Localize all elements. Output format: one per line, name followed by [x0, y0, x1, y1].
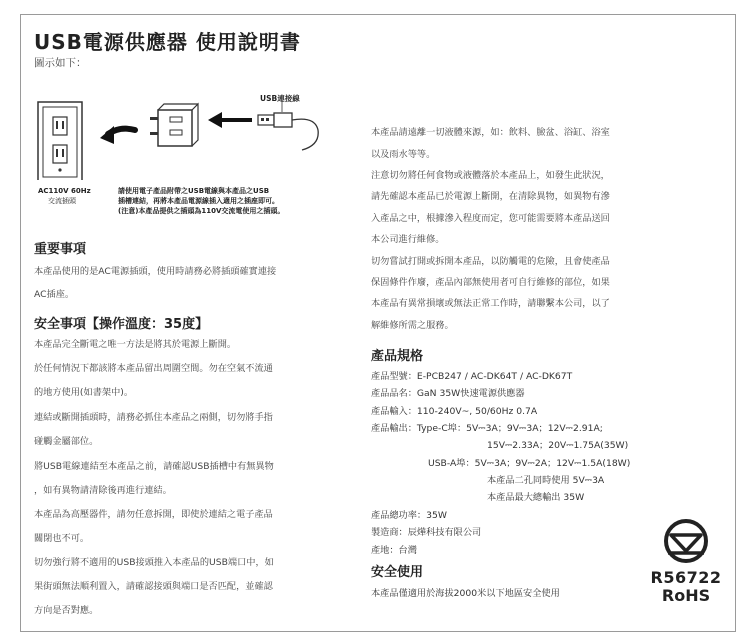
instruction-line-2: 插槽連結，再將本產品電源線插入適用之插座即可。 — [118, 197, 279, 205]
safety-line-10: 切勿強行將不適用的USB接頭推入本產品的USB端口中，如 — [34, 557, 274, 568]
right-line-7: 切勿嘗試打開或拆開本產品，以防觸電的危險，且會使產品 — [371, 256, 610, 267]
safety-line-6: 將USB電線連結至本產品之前，請確認USB插槽中有無異物 — [34, 461, 274, 472]
usb-cable-icon — [258, 113, 318, 150]
safety-line-12: 方向是否對應。 — [34, 605, 99, 616]
safety-line-8: 本產品為高壓器件，請勿任意拆開，即使於連結之電子產品 — [34, 509, 273, 520]
spec-name: 產品品名：GaN 35W快速電源供應器 — [371, 388, 525, 399]
instruction-line-1: 請使用電子產品附帶之USB電線與本產品之USB — [118, 187, 270, 195]
safety-line-11: 果街頭無法順利置入，請確認接頭與端口是否匹配，並確認 — [34, 581, 273, 592]
safe-use-heading: 安全使用 — [371, 565, 424, 580]
right-line-4: 請先確認本產品已於電源上斷開，在清除異物，如異物有滲 — [371, 191, 610, 202]
page-title: USB電源供應器 使用說明書 — [34, 30, 301, 54]
important-line-1: 本產品使用的是AC電源插頭，使用時請務必將插頭確實連接 — [34, 266, 277, 277]
connection-diagram — [30, 90, 340, 220]
right-line-6: 本公司進行維修。 — [371, 234, 445, 245]
spec-output-usba-1: USB-A埠：5V⎓3A；9V⎓2A；12V⎓1.5A(18W) — [428, 458, 631, 469]
right-line-8: 保固條件作廢，產品內部無使用者可自行維修的部位，如果 — [371, 277, 610, 288]
right-line-2: 以及雨水等等。 — [371, 149, 436, 160]
spec-origin: 產地：台灣 — [371, 545, 417, 556]
spec-output-usba-3: 本產品最大總輸出 35W — [487, 492, 585, 503]
safety-line-3: 的地方使用(如書架中)。 — [34, 387, 134, 398]
wall-outlet-icon — [38, 102, 82, 180]
specs-heading: 產品規格 — [371, 349, 424, 364]
curved-arrow-icon — [100, 126, 135, 144]
safety-line-1: 本產品完全斷電之唯一方法是將其於電源上斷開。 — [34, 339, 237, 350]
right-line-5: 入產品之中，根據滲入程度而定，您可能需要將本產品送回 — [371, 213, 610, 224]
right-line-10: 解維修所需之服務。 — [371, 320, 454, 331]
charger-icon — [150, 104, 198, 146]
safety-heading: 安全事項【操作溫度：35度】 — [34, 317, 209, 332]
spec-output-typec-1: 產品輸出：Type-C埠：5V⎓3A；9V⎓3A；12V⎓2.91A; — [371, 423, 603, 434]
outlet-caption-voltage: AC110V 60Hz — [38, 187, 91, 195]
spec-output-typec-2: 15V⎓2.33A；20V⎓1.75A(35W) — [487, 440, 629, 451]
bsmi-number: R56722 — [650, 568, 722, 587]
safety-line-2: 於任何情況下都該將本產品留出周圍空間。勿在空氣不流通 — [34, 363, 273, 374]
right-line-3: 注意切勿將任何食物或液體落於本產品上，如發生此狀況， — [371, 170, 610, 181]
usb-cable-label: USB連接線 — [260, 94, 300, 103]
instruction-line-3: (注意)本產品提供之插頭為110V交流電使用之插頭。 — [118, 207, 285, 215]
spec-manufacturer: 製造商：辰燁科技有限公司 — [371, 527, 482, 538]
important-line-2: AC插座。 — [34, 289, 75, 300]
safety-line-5: 碰觸金屬部位。 — [34, 436, 99, 447]
right-line-1: 本產品請遠離一切液體來源，如：飲料、臉盆、浴缸、浴室 — [371, 127, 610, 138]
rohs-label: RoHS — [661, 586, 711, 605]
spec-input: 產品輸入：110-240V~, 50/60Hz 0.7A — [371, 406, 538, 417]
safety-line-7: ，如有異物請清除後再進行連結。 — [34, 485, 172, 496]
spec-total-power: 產品總功率：35W — [371, 510, 447, 521]
diagram-intro: 圖示如下： — [34, 57, 87, 69]
safe-use-text: 本產品僅適用於海拔2000米以下地區安全使用 — [371, 588, 560, 599]
safety-line-9: 關閉也不可。 — [34, 533, 90, 544]
spec-model: 產品型號：E-PCB247 / AC-DK64T / AC-DK67T — [371, 371, 573, 382]
important-heading: 重要事項 — [34, 242, 87, 257]
outlet-caption-type: 交流插頭 — [48, 197, 76, 205]
left-arrow-icon — [208, 112, 252, 128]
safety-line-4: 連結或斷開插頭時，請務必抓住本產品之兩側，切勿將手指 — [34, 412, 273, 423]
right-line-9: 本產品有異常損壞或無法正常工作時，請聯繫本公司，以了 — [371, 298, 610, 309]
spec-output-usba-2: 本產品二孔同時使用 5V⎓3A — [487, 475, 605, 486]
